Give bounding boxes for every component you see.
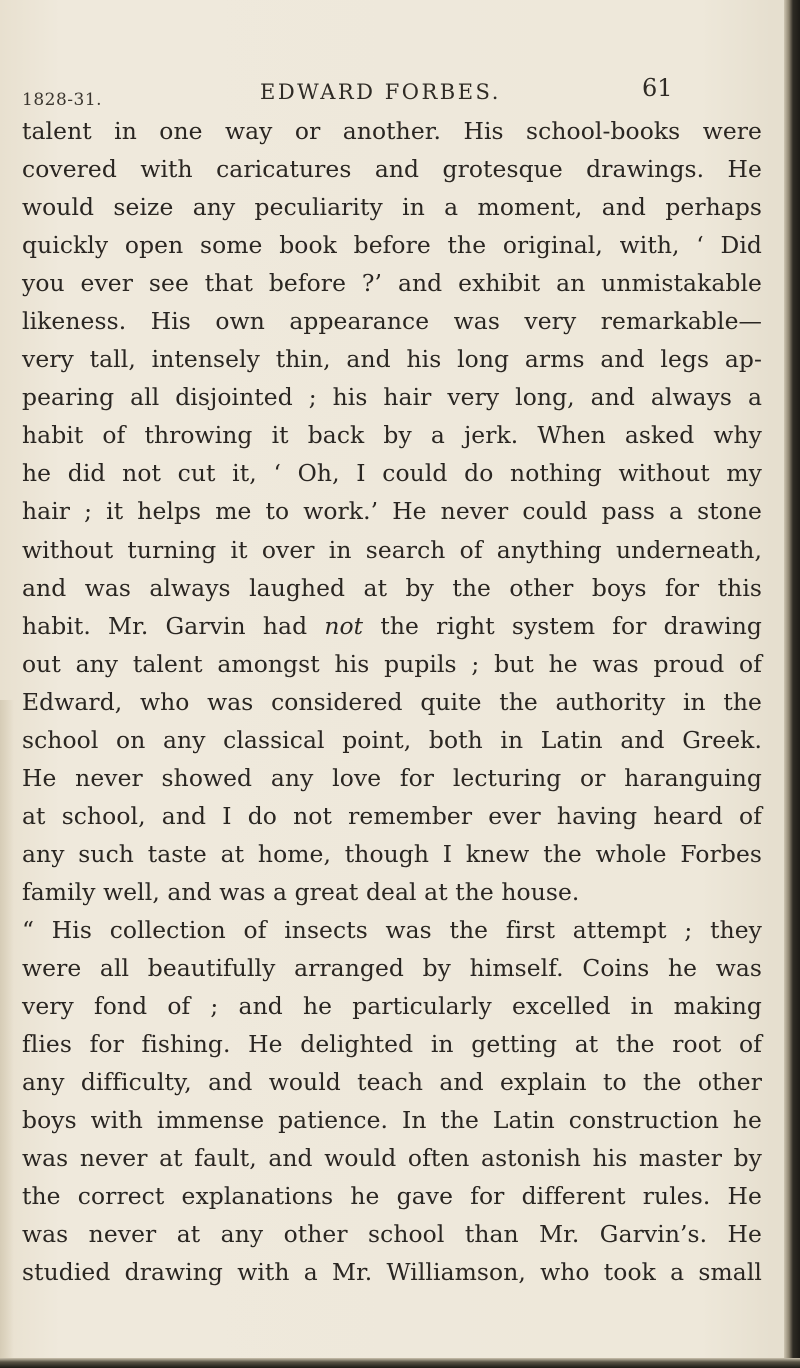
- text-line: out any talent amongst his pupils ; but he was proud of: [22, 649, 762, 678]
- text-line: any difficulty, and would teach and explain to the other: [22, 1068, 762, 1097]
- header-years: 1828-31.: [22, 90, 103, 110]
- text-line: quickly open some book before the original, with, ‘ Did: [22, 231, 762, 260]
- text-line: very tall, intensely thin, and his long arms and legs ap-: [22, 345, 762, 374]
- text-line: studied drawing with a Mr. Williamson, who took a small: [22, 1258, 762, 1287]
- text-line: school on any classical point, both in Latin and Greek.: [22, 725, 762, 754]
- text-line: very fond of ; and he particularly excelled in making: [22, 992, 762, 1021]
- page-edge-bottom: [0, 1358, 800, 1368]
- text-line: without turning it over in search of anything underneath,: [22, 535, 762, 564]
- text-line: habit of throwing it back by a jerk. When asked why: [22, 421, 762, 450]
- text-line: He never showed any love for lecturing or haranguing: [22, 763, 762, 792]
- text-line: were all beautifully arranged by himself. Coins he was: [22, 954, 762, 983]
- text-line: talent in one way or another. His school-books were: [22, 117, 762, 145]
- text-line: any such taste at home, though I knew the whole Forbes: [22, 839, 762, 868]
- page-number: 61: [642, 74, 673, 102]
- text-line: boys with immense patience. In the Latin construction he: [22, 1106, 762, 1135]
- text-line: was never at any other school than Mr. Garvin’s. He: [22, 1220, 762, 1249]
- text-line: pearing all disjointed ; his hair very long, and always a: [22, 383, 762, 412]
- text-segment: habit. Mr. Garvin had: [22, 611, 325, 640]
- text-line: “ His collection of insects was the first attempt ; they: [22, 915, 762, 944]
- text-line: covered with caricatures and grotesque drawings. He: [22, 155, 762, 184]
- page-edge-right: [784, 0, 800, 1368]
- text-line: likeness. His own appearance was very remarkable—: [22, 307, 762, 336]
- text-line: you ever see that before ?’ and exhibit an unmistakable: [22, 269, 762, 298]
- running-title: EDWARD FORBES.: [260, 80, 501, 104]
- text-line: he did not cut it, ‘ Oh, I could do nothing without my: [22, 459, 762, 488]
- text-segment: the right system for drawing: [363, 611, 763, 640]
- body-text: [22, 112, 762, 1291]
- page-gutter-shadow: [0, 700, 14, 1360]
- text-line: Edward, who was considered quite the authority in the: [22, 687, 762, 716]
- text-line: flies for fishing. He delighted in getting at the root of: [22, 1030, 762, 1059]
- page-header: [22, 74, 762, 110]
- text-line: family well, and was a great deal at the house.: [22, 877, 580, 906]
- text-line-with-italic: [22, 607, 762, 645]
- text-line: would seize any peculiarity in a moment, and perhaps: [22, 193, 762, 222]
- text-line: was never at fault, and would often astonish his master by: [22, 1144, 762, 1173]
- text-line: and was always laughed at by the other boys for this: [22, 573, 762, 602]
- text-line: the correct explanations he gave for different rules. He: [22, 1182, 762, 1211]
- text-line: at school, and I do not remember ever having heard of: [22, 801, 762, 830]
- text-line: hair ; it helps me to work.’ He never could pass a stone: [22, 497, 762, 526]
- italic-word: not: [324, 611, 364, 640]
